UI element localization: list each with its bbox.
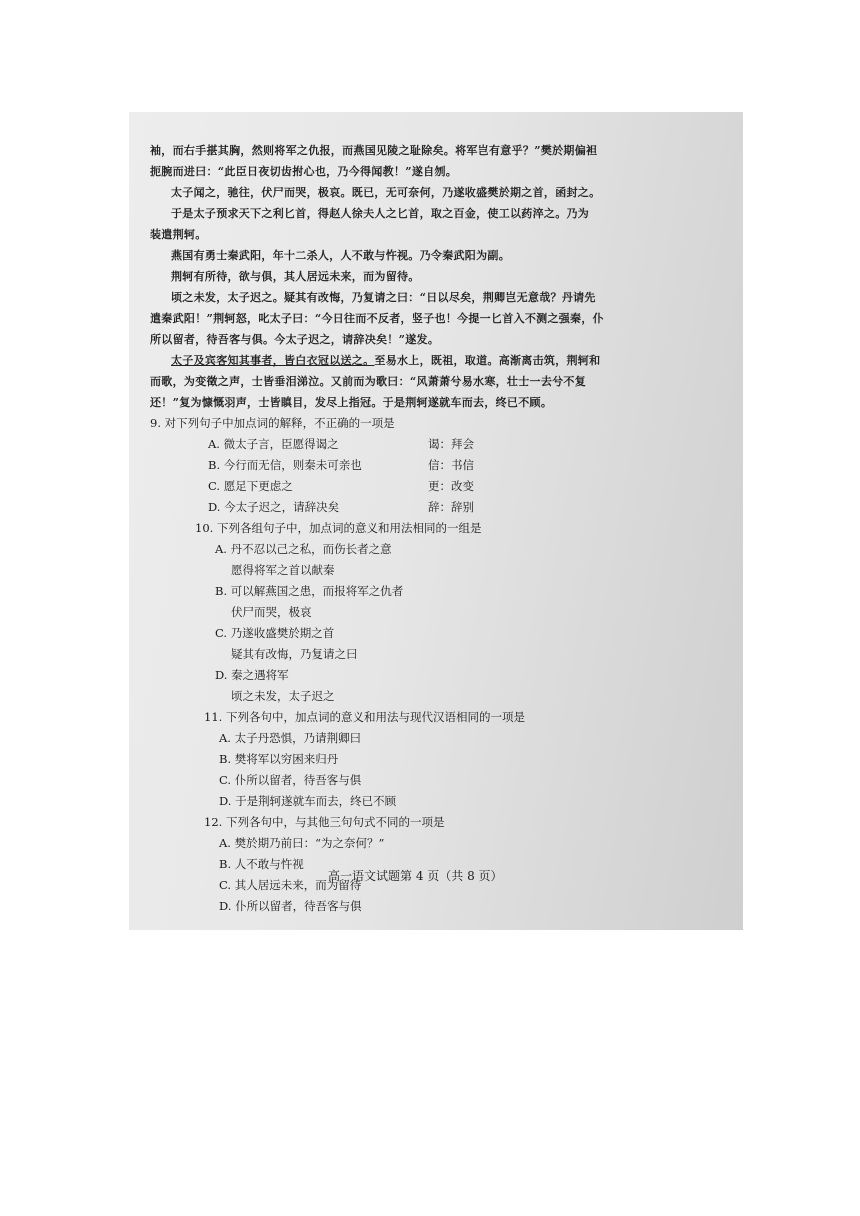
passage-line: 燕国有勇士秦武阳，年十二杀人，人不敢与忤视。乃令秦武阳为副。: [171, 249, 510, 262]
question-12-stem: 12. 下列各句中，与其他三句句式不同的一项是: [204, 815, 445, 829]
passage-line: 荆轲有所待，欲与俱，其人居远未来，而为留待。: [171, 270, 420, 283]
q12-option-c: C. 其人居远未来，而为留待: [219, 878, 362, 892]
q9-option-d: D. 今太子迟之，请辞决矣: [208, 500, 340, 514]
q9-option-c-gloss: 更：改变: [428, 479, 474, 493]
page-footer: 高一语文试题第 4 页（共 8 页）: [328, 869, 503, 883]
q10-option-d-line1: D. 秦之遇将军: [215, 668, 289, 682]
q12-option-b: B. 人不敢与忤视: [219, 857, 304, 871]
q11-option-c: C. 仆所以留者，待吾客与俱: [219, 773, 362, 787]
q10-option-a-line2: 愿得将军之首以献秦: [231, 563, 335, 577]
passage-line: 太子闻之，驰往，伏尸而哭，极哀。既已，无可奈何，乃遂收盛樊於期之首，函封之。: [171, 186, 601, 199]
passage-line: 于是太子预求天下之利匕首，得赵人徐夫人之匕首，取之百金，使工以药淬之。乃为: [171, 207, 590, 220]
q12-option-a: A. 樊於期乃前曰：“为之奈何？”: [219, 836, 385, 850]
q10-option-a-line1: A. 丹不忍以己之私，而伤长者之意: [215, 542, 392, 556]
q11-option-b: B. 樊将军以穷困来归丹: [219, 752, 339, 766]
underlined-sentence: 太子及宾客知其事者，皆白衣冠以送之。: [171, 354, 375, 367]
q9-option-a: A. 微太子言，臣愿得谒之: [208, 437, 339, 451]
q11-option-d: D. 于是荆轲遂就车而去，终已不顾: [219, 794, 397, 808]
q10-option-b-line1: B. 可以解燕国之患，而报将军之仇者: [215, 584, 404, 598]
q10-option-b-line2: 伏尸而哭，极哀: [231, 605, 312, 619]
q10-option-c-line2: 疑其有改悔，乃复请之曰: [231, 647, 358, 661]
q9-option-b-gloss: 信：书信: [428, 458, 474, 472]
q9-option-b: B. 今行而无信，则秦未可亲也: [208, 458, 362, 472]
passage-line: 而歌，为变徵之声，士皆垂泪涕泣。又前而为歌曰：“风萧萧兮易水寒，壮士一去兮不复: [150, 375, 587, 388]
passage-line-tail: 至易水上，既祖，取道。高渐离击筑，荆轲和: [374, 354, 601, 367]
passage-line: 顷之未发，太子迟之。疑其有改悔，乃复请之曰：“日以尽矣，荆卿岂无意哉？丹请先: [171, 291, 596, 304]
passage-line-underlined: [171, 355, 600, 366]
question-11-stem: 11. 下列各句中，加点词的意义和用法与现代汉语相同的一项是: [204, 710, 525, 724]
q11-option-a: A. 太子丹恐惧，乃请荆卿曰: [219, 731, 362, 745]
q9-option-d-gloss: 辞：辞别: [428, 500, 474, 514]
passage-line: 所以留者，待吾客与俱。今太子迟之，请辞决矣！”遂发。: [150, 333, 440, 346]
scanned-exam-page: [129, 112, 743, 930]
q10-option-c-line1: C. 乃遂收盛樊於期之首: [215, 626, 335, 640]
q12-option-d: D. 仆所以留者，待吾客与俱: [219, 899, 362, 913]
passage-line: 扼腕而进曰：“此臣日夜切齿拊心也，乃今得闻教！”遂自刎。: [150, 165, 458, 178]
q9-option-a-gloss: 谒：拜会: [428, 437, 474, 451]
question-9-stem: 9. 对下列句子中加点词的解释，不正确的一项是: [150, 416, 395, 430]
passage-line: 装遣荆轲。: [150, 228, 207, 241]
passage-line: 还！”复为慷慨羽声，士皆瞋目，发尽上指冠。于是荆轲遂就车而去，终已不顾。: [150, 396, 553, 409]
question-10-stem: 10. 下列各组句子中，加点词的意义和用法相同的一组是: [195, 521, 482, 535]
passage-line: 袖，而右手揕其胸，然则将军之仇报，而燕国见陵之耻除矣。将军岂有意乎？”樊於期偏袒: [150, 144, 598, 157]
q9-option-c: C. 愿足下更虑之: [208, 479, 293, 493]
q10-option-d-line2: 顷之未发，太子迟之: [231, 689, 335, 703]
passage-line: 遣秦武阳！”荆轲怒，叱太子曰：“今日往而不反者，竖子也！今提一匕首入不测之强秦，仆: [150, 312, 604, 325]
